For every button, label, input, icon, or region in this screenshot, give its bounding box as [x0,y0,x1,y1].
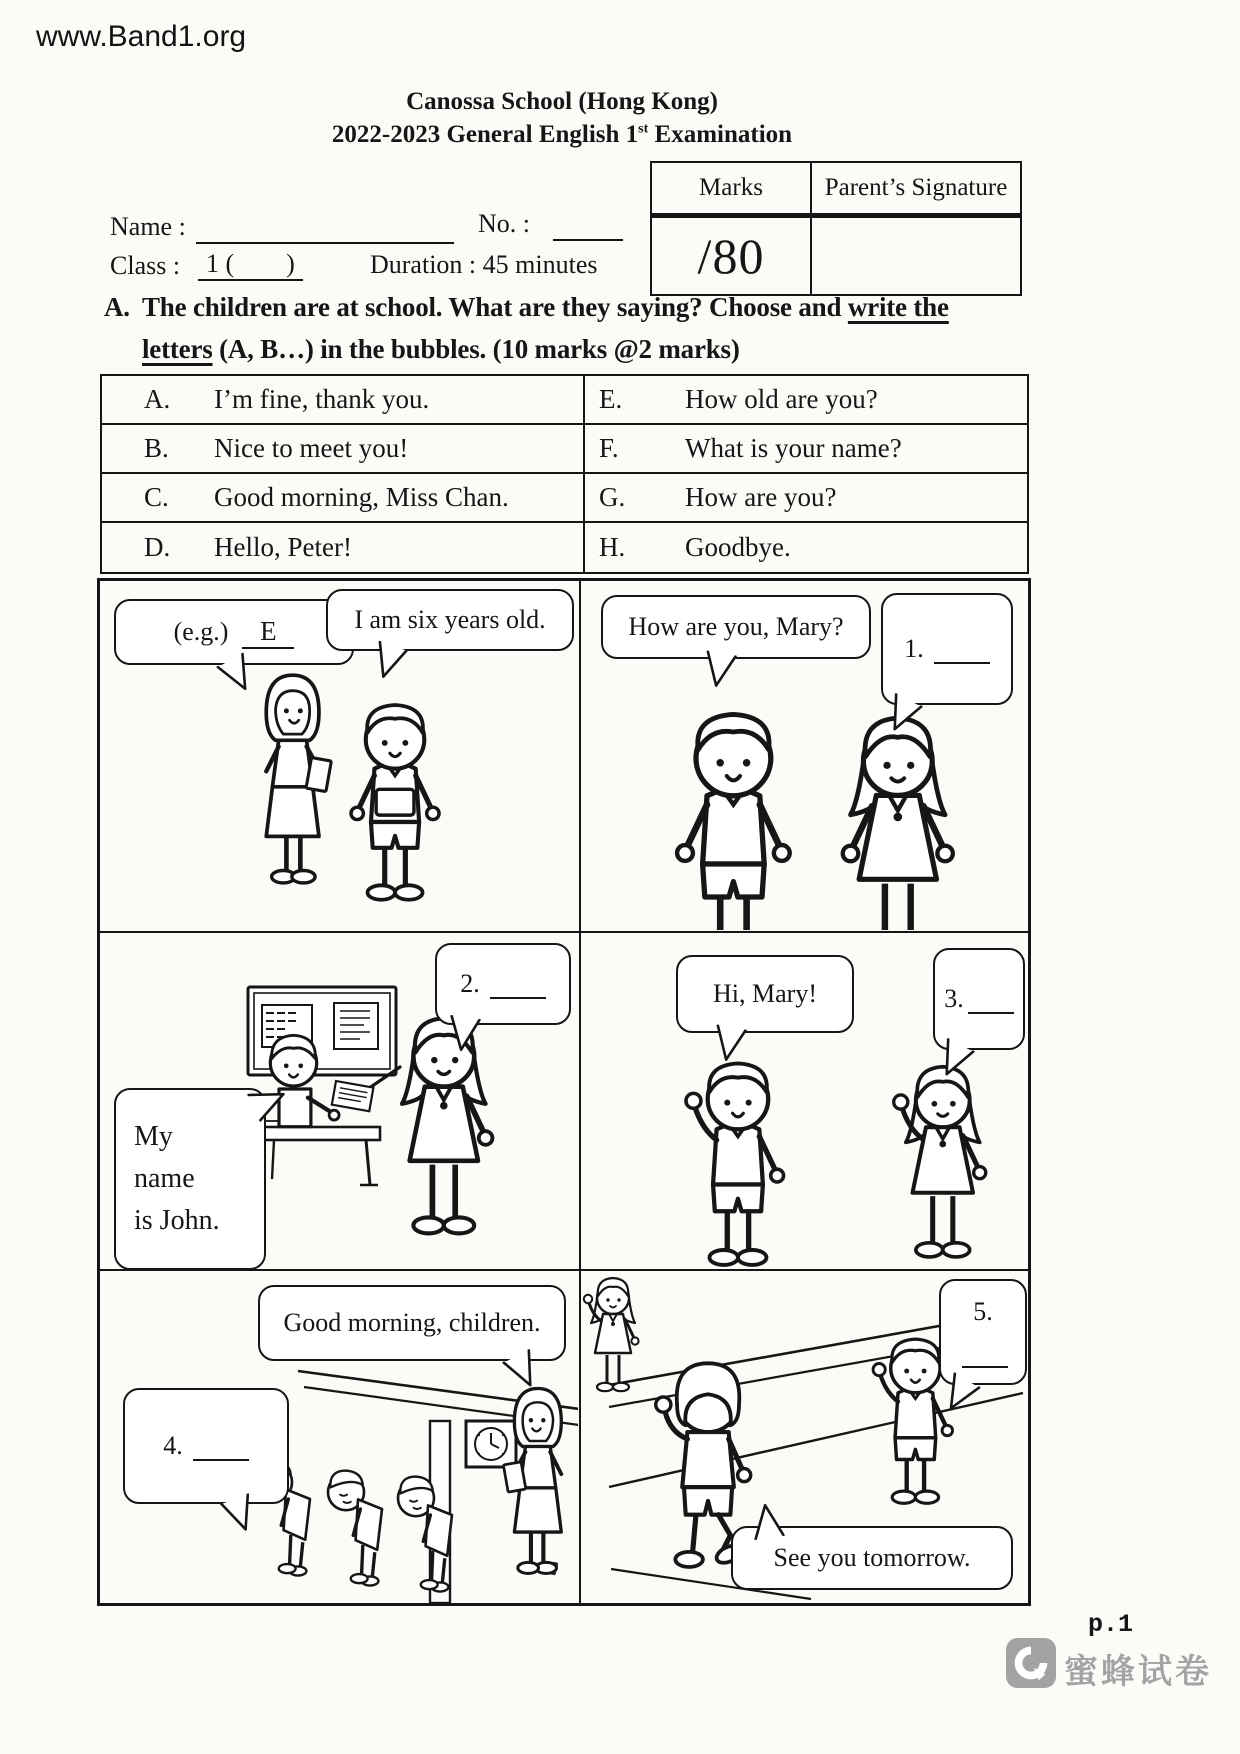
instruction-underlined: letters [142,334,213,364]
option-letter: G. [599,482,626,512]
option-text: How old are you? [685,384,878,414]
girl-figure [843,718,953,930]
exam-title [0,121,1124,149]
answer-number: 3. [944,984,964,1013]
speech-bubble-q2 [114,1088,266,1270]
comic-panel-6 [581,1271,1028,1603]
comic-panel-4 [581,933,1028,1271]
waving-girl-figure [894,1067,986,1257]
answer-bubble-1 [881,593,1013,705]
answer-bubble-3 [933,948,1025,1050]
exam-title-suffix: Examination [648,121,793,148]
answer-bubble-4 [123,1388,289,1504]
comic-panel-3 [100,933,581,1271]
brand-watermark: 蜜蜂试卷 [1064,1653,1212,1691]
marks-box-body [652,218,1020,294]
instruction-underlined: write the [847,292,949,322]
marks-score: /80 [652,218,812,294]
comic-grid [97,578,1031,1606]
site-watermark: www.Band1.org [36,20,247,53]
wall-clock [466,1421,516,1467]
option-A [102,376,583,425]
option-B [102,425,583,474]
parent-signature-label: Parent’s Signature [824,174,1008,201]
option-letter: E. [599,384,623,414]
class-value[interactable]: 1 ( ) [198,249,303,281]
answer-number: 1. [904,634,924,663]
example-label: (e.g.) [173,617,229,646]
option-G [583,474,1027,523]
section-a-label: A. [104,292,130,322]
example-answer: E [242,616,294,649]
answer-blank-4[interactable] [193,1431,249,1461]
option-letter: B. [144,433,169,463]
option-text: How are you? [685,482,837,512]
option-text: Nice to meet you! [214,433,409,463]
exam-title-ordinal: st [638,121,649,137]
option-letter: H. [599,532,626,562]
option-letter: C. [144,482,169,512]
teacher-figure [266,675,331,883]
answer-blank-3[interactable] [968,984,1014,1014]
options-table [100,374,1029,574]
speech-bubble-q3: Hi, Mary! [676,955,854,1033]
section-a-instruction-line2 [142,334,1042,365]
comic-panel-2 [581,581,1028,933]
boy-figure [677,714,790,930]
option-letter: D. [144,532,171,562]
school-name: Canossa School (Hong Kong) [406,88,718,115]
option-text: Good morning, Miss Chan. [214,482,509,512]
no-blank-line[interactable] [553,211,623,241]
option-letter: A. [144,384,171,414]
speech-line: name [134,1163,195,1194]
class-label: Class : [110,251,181,280]
marks-box [650,161,1022,296]
name-blank-line[interactable] [196,214,454,244]
answer-blank-2[interactable] [490,969,546,999]
section-a-instruction-line1 [142,292,1042,323]
example-answer-bubble [114,599,354,665]
instruction-text: The children are at school. What are they saying? Choose and [142,292,848,322]
option-E [583,376,1027,425]
comic-panel-5 [100,1271,581,1603]
option-H [583,523,1027,572]
comic-panel-1 [100,581,581,933]
answer-number: 5. [973,1296,993,1326]
option-D [102,523,583,572]
option-text: Goodbye. [685,532,791,562]
instruction-text: (A, B…) in the bubbles. (10 marks @2 marks) [212,334,740,364]
answer-blank-5[interactable] [962,1338,1008,1368]
option-F [583,425,1027,474]
option-letter: F. [599,433,619,463]
papers [332,1081,374,1111]
bee-logo-icon [1006,1638,1056,1688]
page-number: p.1 [1088,1610,1134,1639]
speech-line: My [134,1121,173,1152]
parent-signature-space[interactable] [812,218,1020,294]
waving-girl-figure [584,1278,639,1391]
option-text: Hello, Peter! [214,532,352,562]
speech-line: is John. [134,1205,220,1236]
bowing-child-figure [328,1471,382,1586]
answer-bubble-5 [939,1279,1027,1385]
option-text: I’m fine, thank you. [214,384,430,414]
boy-figure [351,705,439,900]
waving-boy-figure [686,1063,784,1264]
answer-bubble-2 [435,943,571,1025]
duration-label: Duration : 45 minutes [370,250,598,279]
speech-bubble-q5: See you tomorrow. [731,1526,1013,1590]
answer-number: 2. [460,969,480,998]
option-C [102,474,583,523]
exam-title-text: 2022-2023 General English 1 [331,121,639,148]
standing-girl-figure [402,1018,492,1233]
name-label: Name : [110,212,186,241]
option-text: What is your name? [685,433,902,463]
example-speech-bubble: I am six years old. [326,589,574,651]
answer-blank-1[interactable] [934,634,990,664]
no-label: No. : [478,209,530,238]
speech-bubble-q1: How are you, Mary? [601,595,871,659]
answer-number: 4. [163,1431,183,1460]
marks-header-label: Marks [652,163,812,213]
speech-bubble-q4: Good morning, children. [258,1285,566,1361]
marks-box-header [652,163,1020,218]
